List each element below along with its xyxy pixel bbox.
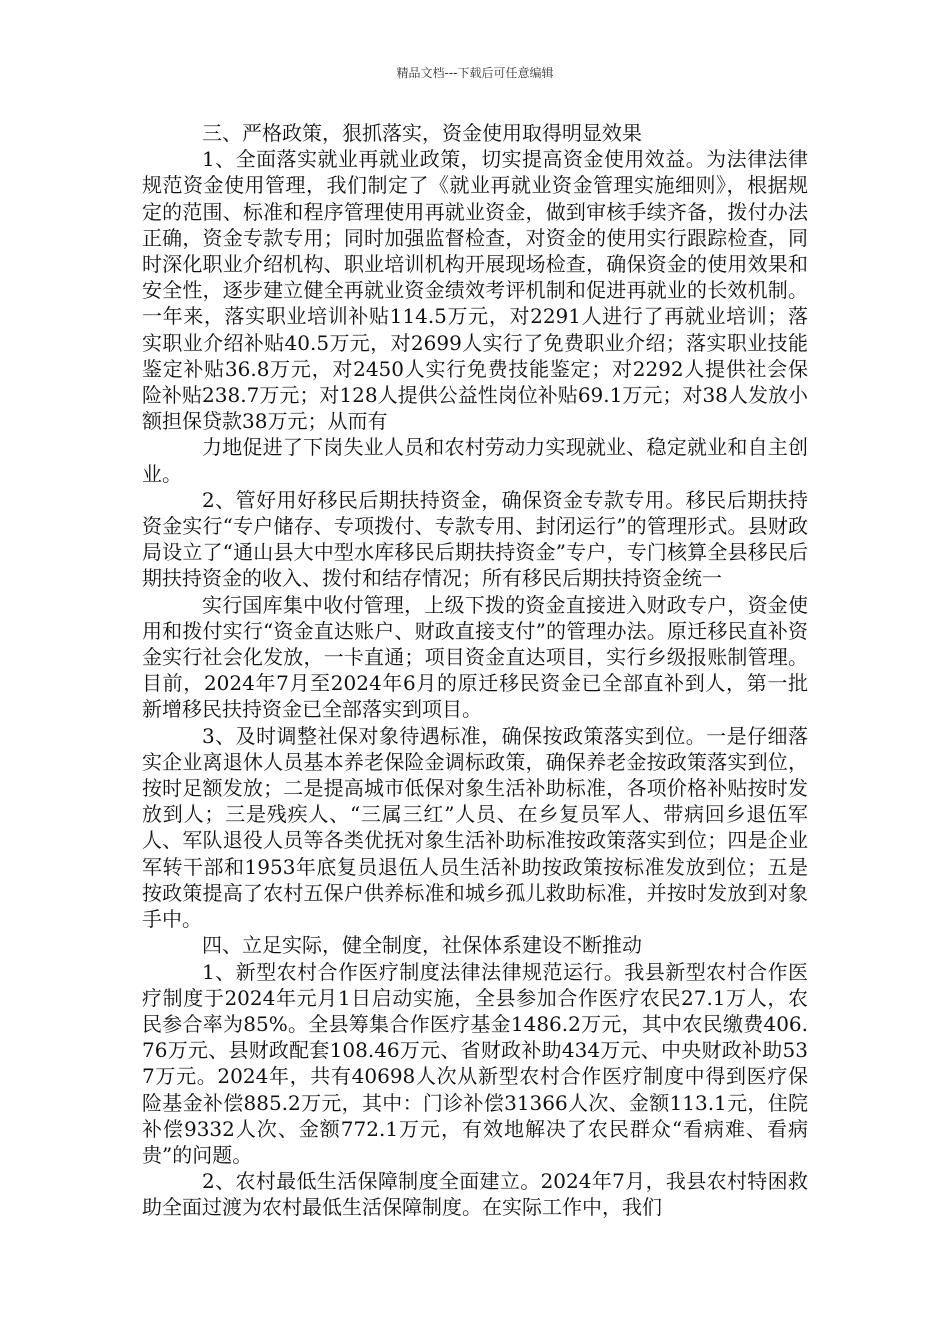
paragraph-employment-continued: 力地促进了下岗失业人员和农村劳动力实现就业、稳定就业和自主创业。 — [142, 435, 808, 486]
document-body — [142, 120, 808, 1221]
paragraph-treasury-management: 实行国库集中收付管理，上级下拨的资金直接进入财政专户，资金使用和拨付实行“资金直达账户、财政直接支付”的管理办法。原迁移民直补资金实行社会化发放，一卡直通；项目资金直达项目，实行乡级报账制管理。目前，2024年7月至2024年6月的原迁移民资金已全部直补到人，第一批新增移民扶持资金已全部落实到项目。 — [142, 592, 808, 722]
paragraph-rural-cooperative-medical: 1、新型农村合作医疗制度法律法律规范运行。我县新型农村合作医疗制度于2024年元月1日启动实施，全县参加合作医疗农民27.1万人，农民参合率为85%。全县筹集合作医疗基金1486.2万元，其中农民缴费406.76万元、县财政配套108.46万元、省财政补助434万元、中央财政补助537万元。2024年，共有40698人次从新型农村合作医疗制度中得到医疗保险基金补偿885.2万元，其中：门诊补偿31366人次、金额113.1元，住院补偿9332人次、金额772.1万元，有效地解决了农民群众“看病难、看病贵”的问题。 — [142, 959, 808, 1167]
section-heading-3: 三、严格政策，狠抓落实，资金使用取得明显效果 — [202, 121, 642, 145]
paragraph-rural-minimum-living: 2、农村最低生活保障制度全面建立。2024年7月，我县农村特困救助全面过渡为农村最低生活保障制度。在实际工作中，我们 — [142, 1169, 808, 1220]
page-header: 精品文档---下载后可任意编辑 — [396, 66, 554, 80]
paragraph-employment-policy: 1、全面落实就业再就业政策，切实提高资金使用效益。为法律法律规范资金使用管理，我们制定了《就业再就业资金管理实施细则》，根据规定的范围、标准和程序管理使用再就业资金，做到审核手续齐备，拨付办法正确，资金专款专用；同时加强监督检查，对资金的使用实行跟踪检查，同时深化职业介绍机构、职业培训机构开展现场检查，确保资金的使用效果和安全性，逐步建立健全再就业资金绩效考评机制和促进再就业的长效机制。一年来，落实职业培训补贴114.5万元，对2291人进行了再就业培训；落实职业介绍补贴40.5万元，对2699人实行了免费职业介绍；落实职业技能鉴定补贴36.8万元，对2450人实行免费技能鉴定；对2292人提供社会保险补贴238.7万元；对128人提供公益性岗位补贴69.1万元；对38人发放小额担保贷款38万元；从而有 — [142, 147, 808, 434]
paragraph-social-security-standards: 3、及时调整社保对象待遇标准，确保按政策落实到位。一是仔细落实企业离退休人员基本养老保险金调标政策，确保养老金按政策落实到位，按时足额发放；二是提高城市低保对象生活补助标准，各项价格补贴按时发放到人；三是残疾人、“三属三红”人员、在乡复员军人、带病回乡退伍军人、军队退役人员等各类优抚对象生活补助标准按政策落实到位；四是企业军转干部和1953年底复员退伍人员生活补助按政策按标准发放到位；五是按政策提高了农村五保户供养标准和城乡孤儿救助标准，并按时发放到对象手中。 — [142, 723, 808, 932]
paragraph-resettlement-funds: 2、管好用好移民后期扶持资金，确保资金专款专用。移民后期扶持资金实行“专户储存、专项拨付、专款专用、封闭运行”的管理形式。县财政局设立了“通山县大中型水库移民后期扶持资金”专户，专门核算全县移民后期扶持资金的收入、拨付和结存情况；所有移民后期扶持资金统一 — [142, 487, 808, 591]
section-heading-4: 四、立足实际，健全制度，社保体系建设不断推动 — [202, 933, 642, 958]
